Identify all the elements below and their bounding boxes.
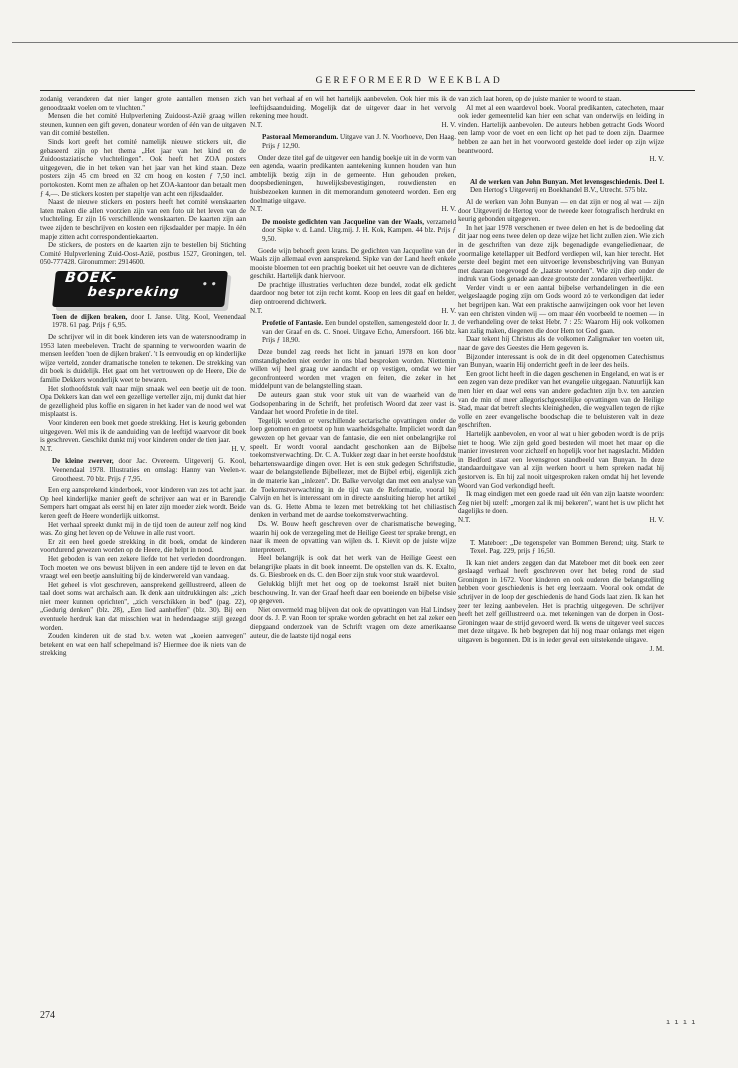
review-signature — [250, 307, 456, 316]
paragraph: zodanig veranderen dat nier langer grote aantallen mensen zich genoodzaakt voelen om te vluchten." — [40, 95, 246, 112]
review-title: T. Mateboer: „De tegenspeler van Bommen Berend; — [470, 538, 624, 547]
paragraph: Al de werken van John Bunyan — en dat zijn er nog al wat — zijn door Uitgeverij de Hertog voor de tweede keer fotografisch herdrukt en keurig gebonden uitgegeven. — [458, 197, 664, 224]
review-heading — [262, 319, 456, 345]
paragraph: Zouden kinderen uit de stad b.v. weten wat „koeien aanvegen" betekent en wat een half schepelmand is? Hiermee doe ik niets van de strekking — [40, 632, 246, 658]
signature-left: N.T. — [250, 306, 263, 315]
paragraph: De stickers, de posters en de kaarten zijn te bestellen bij Stichting Comité Hulpverlening Zuid-Oost-Azië, postbus 1527, Groningen, tel. 050-777428. Gironummer: 2914600. — [40, 241, 246, 267]
signature-right: H. V. — [441, 306, 456, 315]
review-meta: uitg. Stark te Texel. Pag. 229, prijs ƒ 16,50. — [470, 538, 664, 556]
paragraph: Deze bundel zag reeds het licht in januari 1978 en kon door omstandigheden niet eerder in ons blad besproken worden. Niettemin willen wij heel graag uw aandacht er op vestigen, omdat we hier geconfronteerd worden met vragen en feiten, die zeker in het middelpunt van de belangstelling staan. — [250, 348, 456, 391]
spacer — [458, 166, 664, 174]
paragraph: Heel belangrijk is ook dat het werk van de Heilige Geest een belangrijke plaats in dit boek inneemt. De opstellen van ds. K. Exalto, ds. G. Biesbroek en ds. C. den Boer zijn stuk voor stuk waardevol. — [250, 554, 456, 580]
paragraph: Ik mag eindigen met een goede raad uit één van zijn laatste woorden: Zeg niet bij uzelf: „morgen zal ik mij bekeren", want het is uw plicht het dagelijks te doen. — [458, 490, 664, 516]
paragraph: Ds. W. Bouw heeft geschreven over de charismatische beweging, waarin hij ook de verzegeling met de Heilige Geest ter sprake brengt, en naar ik meen de opvatting van wijlen ds. I. Kievit op de juiste wijze interpreteert. — [250, 519, 456, 554]
paragraph: In het jaar 1978 verschenen er twee delen en het is de bedoeling dat dit jaar nog eens twee delen op deze wijze het licht zullen zien. Wie zich in de geschriften van deze zijk begenadigde evangeliedienaar, de voormalige ketellapper uit Bedford verdiepen wil, kan hier terecht. Het eerste deel begint met een uitvoerige levensbeschrijving van Bunyan met daaraan toegevoegd de „laatste woorden". Wie zijn diep onder de indruk van Gods genade aan deze grootste der zondaren verheerlijkt. — [458, 223, 664, 284]
scan-edge-mark: ı ı ı ı — [666, 1018, 696, 1026]
review-heading — [470, 539, 664, 556]
paragraph: De prachtige illustraties verluchten deze bundel, zodat elk gedicht daardoor nog beter tot zijn recht komt. Koop en lees dit gaaf en helder, diep ontroerend dichtwerk. — [250, 280, 456, 307]
signature-right: H. V. — [649, 515, 664, 524]
signature-left: N.T. — [40, 444, 53, 453]
paragraph: Hartelijk aanbevolen, en voor al wat u hier geboden wordt is de prijs niet te hoog. Wie zijn geld goed besteden wil moet het maar op die manier investeren voor zichzelf en hopelijk voor het nageslacht. Midden in Bedford staat een levensgroot standbeeld van Bunyan. In deze standaarduitgave van al zijn werken hoort u hem spreken nadat hij gestorven is. En hij zal nooit uitgesproken raken omdat hij het levende Woord van God verkondigd heeft. — [458, 429, 664, 490]
paragraph: Een erg aansprekend kinderboek, voor kinderen van zes tot acht jaar. Op heel kinderlijke manier geeft de schrijver aan wat er in Barendje Sempers hart omgaat als eerst hij en later zijn moeder ziek wordt. Beide keren geeft de Heere wonderlijk uitkomst. — [40, 486, 246, 520]
review-meta: Uitgave van J. N. Voorhoeve, Den Haag. Prijs ƒ 12,90. — [262, 133, 456, 150]
paragraph: Mensen die het comité Hulpverlening Zuidoost-Azië graag willen steunen, kunnen een gift geven, donateur worden of één van de uitgaven van dit comité bestellen. — [40, 112, 246, 138]
paragraph: Het verhaal spreekt dunkt mij in de tijd toen de auteur zelf nog kind was. Zo ging het leven op de Veluwe in alle rust voort. — [40, 520, 246, 538]
header-rule — [40, 90, 695, 91]
signature-right: H. V. — [441, 120, 456, 129]
review-title: De kleine zwerver, — [52, 457, 114, 466]
paragraph: Niet onvermeld mag blijven dat ook de opvattingen van Hal Lindsey door ds. J. P. van Roon ter sprake worden gebracht en het zal zeker een diepgaand onderzoek van de Schrift vragen om deze amerikaanse auteur, die de laatste tijd nogal eens — [250, 605, 456, 640]
review-signature — [250, 121, 456, 130]
paragraph: Ik kan niet anders zeggen dan dat Mateboer met dit boek een zeer geslaagd verhaal heeft geschreven over het beleg rond de stad Groningen in 1672. Voor kinderen en ook ouderen die belangstelling hebben voor geschiedenis is het erg leerzaam. Vooral ook omdat de schrijver in de loop der geschiedenis de hand Gods laat zien. Ik kan het zeer ter lezing aanbevelen. Het is prachtig uitgegeven. De schrijver heeft het zelf geïllustreerd o.a. met tekeningen van de dorpen in Oost-Groningen waar de strijd gevoerd werd. Ik wens de uitgever veel succes met deze uitgave. Ik heb begrepen dat hij nog maar onlangs met eigen uitgaven is begonnen. Dit is in ieder geval een uitstekende uitgave. — [458, 558, 664, 645]
paragraph: Het geboden is van een zekere liefde tot het verleden doordrongen. Toch moeten we ons bewust blijven in een andere tijd te leven en dat vraagt wel een beetje aansluiting bij de kinderwereld van vandaag. — [40, 554, 246, 581]
review-title: Profetie of Fantasie. — [262, 319, 324, 328]
paragraph: Tegelijk worden er verschillende sectarische opvattingen onder de loep genomen en getoetst op hun waarheidsgehalte. Impliciet wordt dan gewezen op het gevaar van de fantasie, die een niet onbelangrijke rol speelt. Er wordt vooral aandacht geschonken aan de Bijbelse toekomstverwachting. Dr. C. A. Tukker zegt daar in het eerste hoofdstuk behartenswaardige dingen over. Het is een stuk gedegen Schriftstudie, waar de belangstellende Bijbellezer, met de Bijbel erbij, eigenlijk zich in de materie kan „inlezen". Dr. Balke vervolgt dan met een analyse van de Toekomstverwachting in de tijd van de Reformatie, vooral bij Calvijn en het is interessant om in directe aansluiting hierop het artikel van ds. G. Hette Abma te lezen met betrekking tot het chiliastisch denken in verband met de aardse toekomstverwachting. — [250, 416, 456, 520]
paragraph: van het verhaal af en wil het hartelijk aanbevelen. Ook hier mis ik de leeftijdsaanduiding. Mogelijk dat de uitgever daar in het vervolg rekening mee houdt. — [250, 95, 456, 121]
signature-left: N.T. — [458, 515, 471, 524]
page-number: 274 — [40, 1010, 55, 1021]
paragraph: Gelukkig blijft met het oog op de toekomst Israël niet buiten beschouwing. Ir. van der Graaf heeft daar een boeiende en bijbelse visie op gegeven. — [250, 580, 456, 606]
review-meta: verzameld door Sipke v. d. Land. Uitg.mij. J. H. Kok, Kampen. 44 blz. Prijs ƒ 9,50. — [262, 217, 456, 243]
signature-right: H. V. — [231, 444, 246, 453]
top-scan-edge — [12, 42, 738, 43]
boek-bespreking-logo — [52, 271, 228, 307]
signature-left: N.T. — [250, 205, 263, 214]
paragraph: Een groot licht heeft in die dagen geschenen in Engeland, en wat is er een zegen van deze prediker van het evangelie uitgegaan. Natuurlijk kan men hier en daar wel eens van andere gedachten zijn b.v. ten aanzien van de min of meer allegorischgeestelijke opvattingen van de Heilige Stad, maar dat betreft slechts kleinigheden, die wegvallen tegen de rijke volle en zeer evangelische boodschap die te beluisteren valt in deze geschriften. — [458, 369, 664, 430]
paragraph: Bijzonder interessant is ook de in dit deel opgenomen Catechismus van Bunyan, waarin Hij onderricht geeft in de leer des heils. — [458, 352, 664, 370]
review-signature — [458, 155, 664, 164]
paragraph: van zich laat horen, op de juiste manier te woord te staan. — [458, 95, 622, 103]
column-middle — [250, 95, 456, 1000]
paragraph: Onder deze titel gaf de uitgever een handig boekje uit in de vorm van een agenda, waarin predikanten aantekening kunnen houden van hun ambtelijk bezig zijn in de gemeente. Hun gehouden preken, doopsbedieningen, huwelijksbevestigingen, rouwdiensten en huisbezoeken kunnen in dit memorandum genoteerd worden. Een erg doelmatige uitgave. — [250, 153, 456, 205]
column-left — [40, 95, 246, 985]
review-meta: door Jac. Overeem. Uitgeverij G. Kool, Veenendaal 1978. Illustraties en omslag: Hanny van Veelen-v. Grootheest. 70 blz. Prijs ƒ 7,95. — [52, 457, 246, 483]
paragraph: Het geheel is vlot geschreven, aansprekend geïllustreerd, alleen de taal doet soms wat archaïsch aan. Ik denk aan uitdrukkingen als: „zich niet meer kunnen oprichten", „zich verschikken in bed" (pag. 22), „Gedurig denken" (blz. 28), „Een lied aanheffen" (blz. 30). Bij een eventuele herdruk kan dat misschien wat in hedendaagse stijl gezegd worden. — [40, 580, 246, 632]
review-title: Al de werken van John Bunyan. Met levensgeschiedenis. Deel I. — [470, 177, 664, 186]
review-signature — [458, 645, 664, 654]
logo-word-boek: BOEK- — [64, 269, 119, 286]
review-meta: Een bundel opstellen, samengesteld door Ir. J. van der Graaf en ds. C. Snoei. Uitgave Echo, Amersfoort. 166 blz. Prijs ƒ 18,90. — [262, 319, 456, 345]
paragraph: De auteurs gaan stuk voor stuk uit van de waarheid van de Godsopenbaring in de Schrift, het profetisch Woord dat zeer vast is. Vandaar het woord Profetie in de titel. — [250, 391, 456, 417]
paragraph: Verder vindt u er een aantal bijbelse verhandelingen in die een welgeslaagde poging zijn om Gods woord zó te verkondigen dat ieder het begrijpen kan. Wat een praktische aanwijzingen ook voor het leven van een christen vinden wij — om maar één voorbeeld te noemen — in de verhandeling over de tekst Hebr. 7 : 25: Waarom Hij ook volkomen kan zalig maken, diegenen die door Hem tot God gaan. — [458, 283, 664, 335]
paragraph: Daar tekent hij Christus als de volkomen Zaligmaker ten voeten uit, naar de gave des Geestes die Hem gegeven is. — [458, 335, 664, 353]
logo-dots: • • — [201, 279, 217, 290]
signature-right: J. M. — [649, 644, 664, 653]
review-title: Toen de dijken braken, — [52, 312, 128, 321]
review-title: Pastoraal Memorandum. — [262, 133, 339, 142]
review-signature — [40, 445, 246, 454]
paragraph: Voor kinderen een boek met goede strekking. Het is keurig gebonden uitgegeven. Wel mis ik de aanduiding van de leeftijd waarvoor dit boek is geschreven. Geschikt dunkt mij voor kinderen onder de tien jaar. — [40, 419, 246, 445]
review-meta: door I. Janse. Uitg. Kool, Veenendaal 1978. 61 pag. Prijs ƒ 6,95. — [52, 312, 246, 330]
review-heading — [262, 133, 456, 150]
signature-right: H. V. — [441, 205, 456, 214]
review-heading — [470, 178, 664, 195]
paragraph: Sinds kort geeft het comité namelijk nieuwe stickers uit, die gebaseerd zijn op het thema „Het jaar van het kind en de Zuidoostaziatische vluchtelingen". Ook heeft het ZOA posters uitgegeven, die in het teken van het jaar van het kind staan. Deze posters zijn 45 cm breed en 32 cm hoog en kosten ƒ 7,50 incl. portokosten. Komt men ze afhalen op het ZOA-kantoor dan betaalt men ƒ 4,—. De stickers kosten per stapeltje van acht een rijksdaalder. — [40, 137, 246, 198]
spacer — [458, 527, 664, 535]
review-heading — [52, 313, 246, 330]
paragraph: Al met al een waardevol boek. Vooral predikanten, catecheten, maar ook ieder gemeentelid kan hier een schat van onderwijs en leiding in vinden. Hartelijk aanbevolen. De auteurs hebben getracht Gods Woord een lamp voor de voet en een licht op het pad te doen zijn. Daarmee hebben ze aan het in het voorwoord gestelde doel ieder op zijn wijze beantwoord. — [458, 103, 664, 155]
review-title: De mooiste gedichten van Jacqueline van der Waals, — [262, 217, 425, 226]
paragraph: Naast de nieuwe stickers en posters heeft het comité wenskaarten laten maken die allen voorzien zijn van een foto uit het leven van de vluchteling. Er zijn 16 verschillende wenskaarten. De kaarten zijn aan twee zijden te beschrijven en kosten een rijksdaalder per mapje. In één mapje zitten acht correspondentiekaarten. — [40, 198, 246, 241]
paragraph: Er zit een heel goede strekking in dit boek, omdat de kinderen voortdurend gewezen worden op de Heere, die helpt in nood. — [40, 537, 246, 555]
logo-word-bespreking: bespreking — [86, 284, 181, 300]
column-right — [458, 95, 664, 1000]
signature-right: H. V. — [649, 155, 664, 164]
review-signature — [250, 205, 456, 214]
review-meta: Den Hertog's Uitgeverij en Boekhandel B.V., Utrecht. 575 blz. — [470, 186, 648, 195]
review-signature — [458, 516, 664, 525]
review-heading — [52, 457, 246, 483]
signature-left: N.T. — [250, 120, 263, 129]
review-heading — [262, 218, 456, 244]
paragraph: Het slothoofdstuk valt naar mijn smaak wel een beetje uit de toon. Opa Dekkers kan dan wel een gezellige verteller zijn, mij dunkt dat hier de gezelligheid plus koffie en sigaren in het kader van de nood wel wat misplaatst is. — [40, 384, 246, 419]
page-header-title: GEREFORMEERD WEEKBLAD — [315, 76, 503, 86]
paragraph: Goede wijn behoeft geen krans. De gedichten van Jacqueline van der Waals zijn allemaal even aansprekend. Sipke van der Land heeft enkele mooiste bloemen tot een prachtig boeket uit het oeuvre van de dichteres geschikt. Hartelijk dank hiervoor. — [250, 246, 456, 281]
paragraph: De schrijver wil in dit boek kinderen iets van de watersnoodramp in 1953 laten meebeleven. Tracht de spanning te verwoorden waarin de mensen leefden 'toen de dijken braken'. 't Is eenvoudig en op kinderlijke wijze verteld, zonder dramatische tonelen te tekenen. De strekking van dit boek is duidelijk. Het gaat om het vertrouwen op de Heere, Die de familie Dekkers wonderlijk weet te bewaren. — [40, 333, 246, 385]
